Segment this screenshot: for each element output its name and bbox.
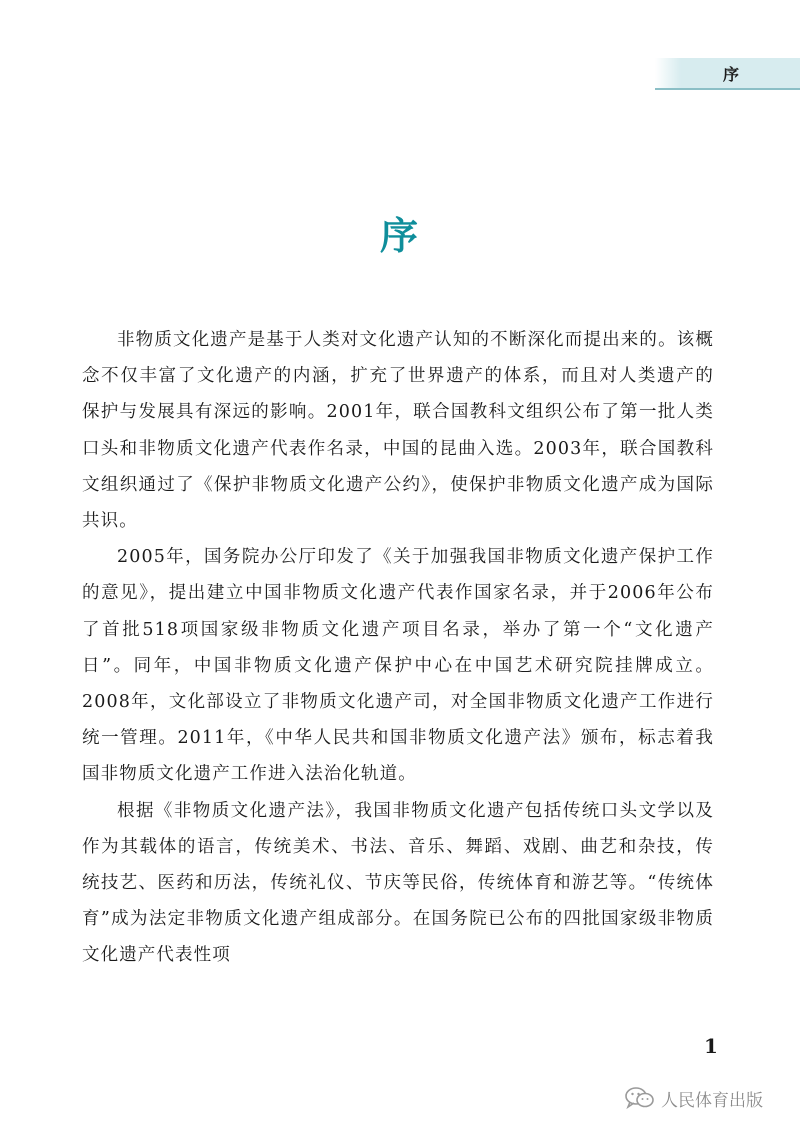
watermark: [625, 1083, 763, 1113]
page-number: 1: [704, 1034, 718, 1058]
paragraph-1: 非物质文化遗产是基于人类对文化遗产认知的不断深化而提出来的。该概念不仅丰富了文化遗产的内涵，扩充了世界遗产的体系，而且对人类遗产的保护与发展具有深远的影响。2001年，联合国教科文组织公布了第一批人类口头和非物质文化遗产代表作名录，中国的昆曲入选。2003年，联合国教科文组织通过了《保护非物质文化遗产公约》，使保护非物质文化遗产成为国际共识。: [82, 330, 714, 532]
paragraph-2: 2005年，国务院办公厅印发了《关于加强我国非物质文化遗产保护工作的意见》，提出建立中国非物质文化遗产代表作国家名录，并于2006年公布了首批518项国家级非物质文化遗产项目名录，举办了第一个“文化遗产日”。同年，中国非物质文化遗产保护中心在中国艺术研究院挂牌成立。2008年，文化部设立了非物质文化遗产司，对全国非物质文化遗产工作进行统一管理。2011年，《中华人民共和国非物质文化遗产法》颁布，标志着我国非物质文化遗产工作进入法治化轨道。: [82, 547, 714, 785]
paragraph-3: 根据《非物质文化遗产法》，我国非物质文化遗产包括传统口头文学以及作为其载体的语言，传统美术、书法、音乐、舞蹈、戏剧、曲艺和杂技，传统技艺、医药和历法，传统礼仪、节庆等民俗，传统体育和游艺等。“传统体育”成为法定非物质文化遗产组成部分。在国务院已公布的四批国家级非物质文化遗产代表性项: [82, 800, 714, 966]
watermark-text: 人民体育出版: [661, 1090, 763, 1111]
body-text: [82, 322, 714, 974]
section-header-tab: [655, 58, 800, 90]
wechat-icon: [625, 1086, 655, 1110]
section-header-label: 序: [723, 65, 740, 84]
page-title: 序: [379, 213, 420, 258]
